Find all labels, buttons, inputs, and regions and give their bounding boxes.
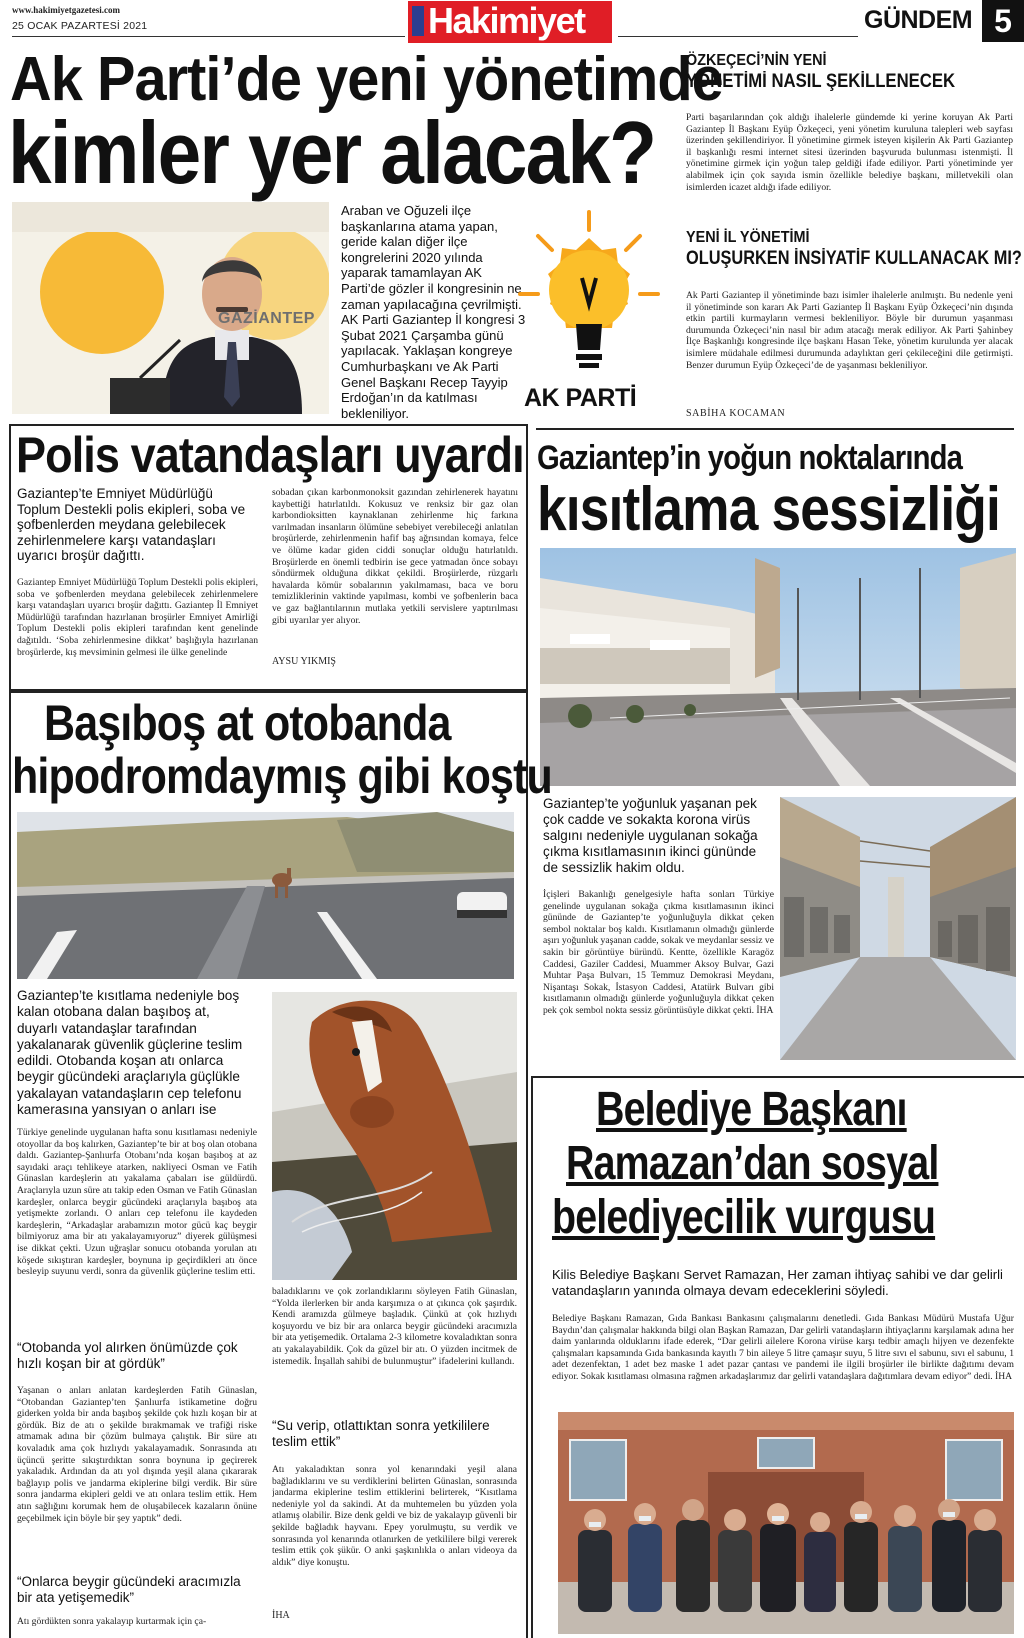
masthead bbox=[0, 0, 1024, 46]
page-number: 5 bbox=[994, 3, 1012, 39]
empty-boulevard-illustration bbox=[540, 548, 1016, 786]
horse-on-highway-illustration bbox=[17, 812, 514, 979]
story2-lead: Gaziantep’te Emniyet Müdürlüğü Toplum Destekli polis ekipleri, soba ve şofbenlerden meydana gelebilecek zehirlenmelere karşı vatandaşları uyarıcı broşür dağıttı. bbox=[17, 486, 246, 563]
story1-sub1-title-line1: ÖZKEÇECİ’NİN YENİ bbox=[686, 52, 827, 69]
story1-sub1-title-line2: YÖNETİMİ NASIL ŞEKİLLENECEK bbox=[686, 71, 956, 92]
story1-sub2-body: Ak Parti Gaziantep il yönetiminde bazı isimler ihalelerle anılmıştı. Bu nedenle yeni il yönetiminde son kararı Ak Parti Gaziantep İl Başkanı Eyüp Özkeçeci’nin dışında etkin partili kurmayların vermesi bekleniliyor. Böyle bir durumun yaşanması durumunda Özkeçeci’nin nasıl bir adım atacağı merak ediliyor. Ak Parti Şahinbey İlçe Başkanlığı kongresinde ilçe başkanı Hasan Teke, yönetim kurulunda yer alacak isimlere müdahale edilmesi durumunda adaylıktan geri çekileceğini dile getirmişti. Benzer durumun Eyüp Özkeçeci’de de yaşanması bekleniliyor. bbox=[686, 290, 1013, 371]
story2-byline: AYSU YIKMIŞ bbox=[272, 656, 336, 667]
story4-body2: Yaşanan o anları anlatan kardeşlerden Fatih Günaslan, “Otobandan Gaziantep’ten Şanlıurfa istikametine doğru giderken yolda bir anda başıboş şekilde çok hızlı koşan bir at gördük. Biz de atı o şekilde bırakmamak ve trafiği riske atmamak adına bir çözüm bulmaya çalıştık. Bir süre atı kovaladık ama çok hızlıydı yakalayamadık. Sonrasında atı üçüncü şeritte sıkıştırdıktan sonra boynuna ip geçirerek yakaladık. Ardından da atı yol dışında yeşil alana çıkararak bağlayıp polis ve jandarma ekiplerine bilgi verdik. Bir süre sonra jandarma ekipleri geldi ve atı onlara teslim ettik. Hem atın sağlığını korumak hem de oluşabilecek kazaların önüne geçebilmek için böyle bir şey yaptık” dedi. bbox=[17, 1385, 257, 1524]
header-rule-right bbox=[618, 36, 858, 37]
logo-mark-icon bbox=[412, 6, 424, 36]
story3-photo-closed-shops bbox=[780, 797, 1016, 1060]
closed-shops-street-illustration bbox=[780, 797, 1016, 1060]
story4-headline-line2: hipodromdaymış gibi koştu bbox=[12, 748, 552, 804]
story4-body5: Atı yakaladıktan sonra yol kenarındaki yeşil alana bağladıklarını ve su verdiklerini belirten Günaslan, sonrasında jandarma ekiplerine teslim ettiklerini belirterek, “Kısıtlama nedeniyle yol da sakindi. At da muhtemelen bu yüzden yola atlamış olabilir. Bize denk geldi ve biz de yakalayıp güvenli bir şekilde bağladık hayvanı. Epey yorulmuştu, su verdik ve sonrasında yol kenarında otlanırken de yetkililere bilgi vererek teslim ettik çok şükür. O anki şaşkınlıkla o anları videoya da aldık” diye konuştu. bbox=[272, 1464, 517, 1568]
story4-quote3: “Su verip, otlattıktan sonra yetkililere teslim ettik” bbox=[272, 1418, 490, 1449]
official-at-podium-illustration bbox=[12, 202, 329, 414]
story5-headline-line2: Ramazan’dan sosyal bbox=[566, 1137, 939, 1190]
story3-body: İçişleri Bakanlığı genelgesiyle hafta sonları Türkiye genelinde uygulanan sokağa çıkma kısıtlamasının ikinci gününde de Gaziantep’te yoğunluğuyla dikkat çeken sembol noktalar boş kaldı. Kısıtlamanın olmadığı günlerde aşırı yoğunluk yaşanan cadde, sokak ve meydanlar sessiz ve sakin bir görüntüye büründü. Kentte, özellikle Karagöz Caddesi, Gaziler Caddesi, Muammer Aksoy Bulvar, Gazi Muhtar Paşa Bulvarı, 15 Temmuz Demokrasi Meydanı, Nişantaşı Sokak, İstasyon Caddesi, Atatürk Bulvarı gibi kısıtlamanın olmadığı günlerde yoğunluğuyla dikkat çeken pek çok sembol nokta sessiz görüntüsüyle dikkat çekti. İHA bbox=[543, 889, 774, 1016]
story5-headline-line1: Belediye Başkanı bbox=[596, 1083, 907, 1136]
ak-parti-logo bbox=[518, 208, 660, 418]
story3-headline-line2: kısıtlama sessizliği bbox=[537, 475, 1000, 544]
story4-byline: İHA bbox=[272, 1610, 290, 1621]
story4-quote2: “Onlarca beygir gücündeki aracımızla bir ata yetişemedik” bbox=[17, 1574, 241, 1605]
story4-headline-line1: Başıboş at otobanda bbox=[44, 695, 451, 751]
group-photo-illustration bbox=[558, 1412, 1014, 1634]
story3-lead: Gaziantep’te yoğunluk yaşanan pek çok cadde ve sokakta korona virüs salgını nedeniyle uygulanan sokağa çıkma kısıtlamasının ikinci gününde de sessizlik hakim oldu. bbox=[543, 796, 758, 875]
story5-headline-line3: belediyecilik vurgusu bbox=[552, 1191, 936, 1244]
story1-byline: SABİHA KOCAMAN bbox=[686, 408, 786, 419]
story1-lead: Araban ve Oğuzeli ilçe başkanlarına atama yapan, geride kalan diğer ilçe kongrelerini 2020 yılında yaparak tamamlayan AK Parti’de gözler il kongresinin ne zaman yapılacağına çevrilmişti. AK Parti Gaziantep İl kongresi 3 Şubat 2021 Çarşamba günü yapılacak. Yaklaşan kongreye Cumhurbaşkanı ve Ak Parti Genel Başkanı Recep Tayyip Erdoğan’ın da katılması bekleniliyor. bbox=[341, 203, 526, 421]
lightbulb-logo-icon bbox=[518, 208, 660, 386]
logo-text: Hakimiyet bbox=[428, 0, 585, 41]
story4-body1: Türkiye genelinde uygulanan hafta sonu kısıtlaması nedeniyle otoyollar da boş kalırken, Gaziantep’te bir at boş olan otobana daldı. Gaziantep-Şanlıurfa Otobanı’nda koşan başıboş at az sayıdaki araçı tehlikeye atarken, nakliyeci Osman ve Fatih Günaslan kardeşlerin atı yakalama çabaları ise güldürdü. Araçlarıyla uzun süre atı takip eden Osman ve Fatih Günaslan kardeşler, onlarca beygir gücündeki araçlarıyla başıboş ata yetişmekte zorlandı. O anları cep telefonu ile kaydeden kardeşlerin, “Arkadaşlar arabamızın motor gücü kaç beygir bilmiyoruz ama bir atı yakalayamıyoruz” diyerek gülüşmesi ise dikkat çekti. Uzun uğraşlar sonucu otobanda yorulan atı köşede sıkıştıran kardeşler, boynuna ip geçirdikleri atı önce besleyip suyunu verdi, sonra da güvenlik güçlerine teslim etti. bbox=[17, 1127, 257, 1278]
story4-lead: Gaziantep’te kısıtlama nedeniyle boş kalan otobana dalan başıboş at, duyarlı vatandaşlar tarafından yakalanarak güvenlik güçlerine teslim edildi. Otobanda koşan atı onlarca beygir gücündeki araçlarıyla güçlükle yakalayan vatandaşların cep telefonu kamerasına yansıyan o anları ise bbox=[17, 988, 243, 1118]
story5-lead: Kilis Belediye Başkanı Servet Ramazan, Her zaman ihtiyaç sahibi ve dar gelirli vatandaşların yanında olmaya devam edeceklerini söyledi. bbox=[552, 1267, 1003, 1298]
page-number-badge bbox=[982, 0, 1024, 42]
story5-photo-group bbox=[558, 1412, 1014, 1634]
issue-date: 25 OCAK PAZARTESİ 2021 bbox=[12, 20, 148, 32]
story4-body4: baladıklarını ve çok zorlandıklarını söyleyen Fatih Günaslan, “Yolda ilerlerken bir anda karşımıza o at çıkınca çok şaşırdık. Kendi aramızda gülmeye başladık. Çünkü at çok hızlıydı koşuyordu ve biz bir ara onlarca beygir gücündeki aracımızla bir ata yetişemedik. Ortalama 2-3 kilometre kovaladıktan sonra atı yakalayabildik. Çok da güzel bir atı. O yüzden incitmek de istemedik. İnşallah sahibi de bulunmuştur” ifadelerini kullandı. bbox=[272, 1286, 517, 1367]
story1-headline-line2: kimler yer alacak? bbox=[8, 103, 656, 202]
story4-quote1: “Otobanda yol alırken önümüzde çok hızlı koşan bir at gördük” bbox=[17, 1340, 238, 1371]
website-url[interactable]: www.hakimiyetgazetesi.com bbox=[12, 5, 120, 15]
header-rule bbox=[12, 36, 405, 37]
story2-body-left: Gaziantep Emniyet Müdürlüğü Toplum Destekli polis ekipleri, soba ve şofbenlerden meydana gelebilecek zehirlenmelere karşı vatandaşları uyarıcı broşür dağıttı. Gaziantep İl Emniyet Müdürlüğü tarafından hazırlanan broşürler Emniyet Amirliği Toplum Destekli polis ekipleri tarafından kent genelinde dağıtıldı. ‘Soba zehirlenmesine dikkat’ başlığıyla hazırlanan broşürlerde, kış mevsiminin gelmesi ile ülke genelinde bbox=[17, 577, 258, 658]
story4-photo-horse-closeup bbox=[272, 992, 517, 1280]
story3-photo-empty-street bbox=[540, 548, 1016, 786]
story1-sub1-body: Parti başarılarından çok aldığı ihalelerle gündemde ki yerine koruyan Ak Parti Gaziantep İl Başkanı Eyüp Özkeçeci, yeni yönetim kuruluna talepleri web sayfası üzerinden şekillendiriyor. İl yönetimine girmek isteyen kişilerin Ak Parti Gaziantep il başkanlığı resmi internet sitesi üzerinden başvuruda bulunması istenmişti. İl yönetimine girmek için yoğun talep geldiği ifade ediliyor. Parti yönetiminde yer alabilmek için çok sayıda ismin özellikle belediye başkanı, milletvekili olan isimlerden icazet aldığı ifade ediliyor. bbox=[686, 112, 1013, 193]
story1-headline-line1: Ak Parti’de yeni yönetimde bbox=[10, 45, 723, 114]
story1-sub2-title-line2: OLUŞURKEN İNSİYATİF KULLANACAK MI? bbox=[686, 248, 1022, 269]
ak-parti-wordmark: AK PARTİ bbox=[524, 384, 637, 412]
story5-body: Belediye Başkanı Ramazan, Gıda Bankası Bankasını çalışmalarını denetledi. Gıda Bankası Müdürü Mustafa Uğur Baydın’dan çalışmalar hakkında bilgi olan Başkan Ramazan, Dar gelirli vatandaşların ihtiyaçlarını karşılamak adına her daim yanlarında olduklarını ifade ederek, “Dar gelirli ailelere Korona virüse karşı tedbir amaçlı hijyen ve dezenfekte çalışmaları kapsamında Gıda bankasında kayıtlı 7 bin aileye 5 litre çamaşır suyu, 5 litre sıvı el sabunu, sıvı el sabunu, 1 adet dezenfektan, 1 adet bez maske 1 adet pazar çantası ve pandemi ile ilgili broşürler ile birlikte dağıtımı devam ediyor. Sokak kısıtlaması olmasına rağmen arkadaşlarımız dar gelirli vatandaşlara dağıtımlara devam ediyor” dedi. İHA bbox=[552, 1313, 1014, 1382]
story4-photo-horse-highway bbox=[17, 812, 514, 979]
story1-photo-official bbox=[12, 202, 329, 414]
horse-closeup-illustration bbox=[272, 992, 517, 1280]
story3-headline-line1: Gaziantep’in yoğun noktalarında bbox=[537, 439, 963, 477]
story4-body3: Atı gördükten sonra yakalayıp kurtarmak için ça- bbox=[17, 1616, 207, 1627]
story2-body-right: sobadan çıkan karbonmonoksit gazından zehirlenerek hayatını kaybettiği hatırlatıldı. Kokusuz ve renksiz bir gaz olan karbondioksitten kaynaklanan zehirlenme hiç farkına varılmadan insanların ölümüne sebebiyet verebileceği anlatılan broşürlerde, zehirlenmenin hafif baş ağrısından komaya, felce ve ölüme kadar giden ciddi sonuçlar olduğu hatırlatıldı. Broşürlerde en önemli tedbirin ise gece yatmadan önce sobayı söndürmek olduğuna dikkat çekildi. Broşürlerde, rüzgarlı havalarda kömür sobalarının yakılmaması, baca ve boru temizliklerinin vaktinde yapılması, kombi ve şofbenlerin baca ve gaz bağlantılarının mutlaka yetkili servislere yaptırılması gibi uyarılar yer alıyor. bbox=[272, 487, 518, 626]
story3-top-rule bbox=[536, 428, 1014, 430]
story2-headline: Polis vatandaşları uyardı bbox=[16, 427, 524, 483]
story1-sub2-title-line1: YENİ İL YÖNETİMİ bbox=[686, 229, 810, 246]
hakimiyet-logo[interactable] bbox=[408, 1, 612, 43]
section-label: GÜNDEM bbox=[864, 6, 973, 34]
photo-backdrop-label: GAZİANTEP bbox=[218, 310, 315, 327]
